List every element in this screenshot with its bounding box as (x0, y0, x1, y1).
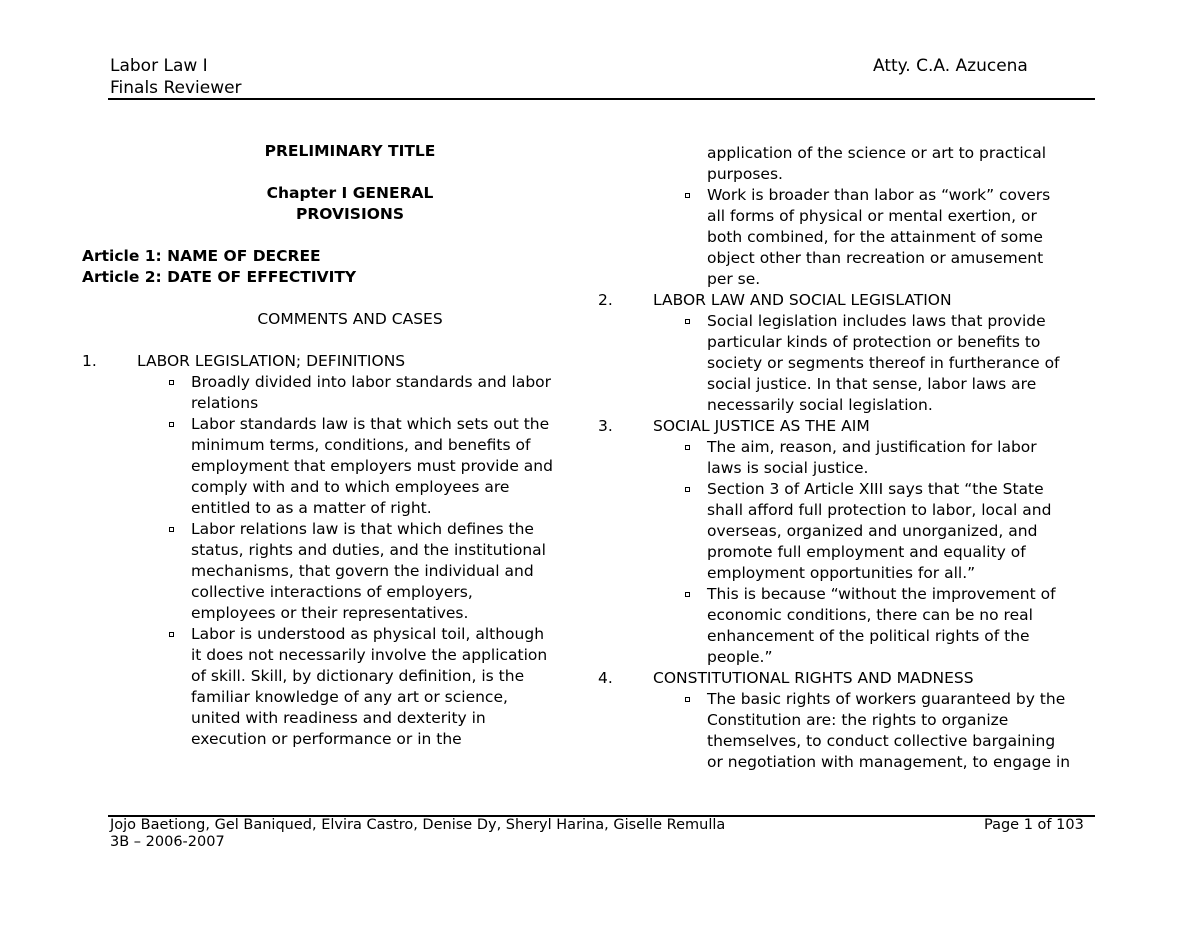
bullet-item (598, 311, 1098, 416)
bullet-line: laws is social justice. (707, 459, 869, 477)
class-line: 3B – 2006-2007 (110, 834, 225, 850)
continuation-text (598, 143, 1098, 185)
section-title: CONSTITUTIONAL RIGHTS AND MADNESS (653, 669, 974, 687)
chapter-heading-line1: Chapter I GENERAL (266, 184, 434, 202)
right-column (598, 143, 1098, 773)
bullet-line: Work is broader than labor as “work” covers (707, 186, 1051, 204)
continuation-line: application of the science or art to practical (707, 144, 1046, 162)
bullet-list (82, 372, 582, 750)
article-1-heading: Article 1: NAME OF DECREE (82, 247, 321, 265)
section-list (598, 290, 1098, 773)
section-title: SOCIAL JUSTICE AS THE AIM (653, 417, 870, 435)
bullet-line: mechanisms, that govern the individual and (191, 562, 534, 580)
bullet-line: Social legislation includes laws that provide (707, 312, 1046, 330)
bullet-item (82, 519, 582, 624)
header-rule (108, 98, 1095, 100)
section-heading (598, 290, 1098, 311)
bullet-line: both combined, for the attainment of some (707, 228, 1043, 246)
left-column (82, 141, 582, 750)
square-bullet-icon (169, 632, 174, 637)
bullet-line: promote full employment and equality of (707, 543, 1026, 561)
square-bullet-icon (685, 193, 690, 198)
square-bullet-icon (685, 319, 690, 324)
bullet-line: united with readiness and dexterity in (191, 709, 486, 727)
bullet-line: all forms of physical or mental exertion, or (707, 207, 1037, 225)
bullet-list (598, 311, 1098, 416)
footer-left (110, 817, 725, 851)
page-number: Page 1 of 103 (984, 817, 1084, 833)
bullet-line: relations (191, 394, 259, 412)
bullet-item (82, 414, 582, 519)
bullet-line: enhancement of the political rights of the (707, 627, 1030, 645)
bullet-item (82, 372, 582, 414)
bullet-line: The basic rights of workers guaranteed by the (707, 690, 1066, 708)
bullet-line: overseas, organized and unorganized, and (707, 522, 1038, 540)
bullet-list (598, 437, 1098, 668)
bullet-line: employees or their representatives. (191, 604, 469, 622)
bullet-line: economic conditions, there can be no real (707, 606, 1033, 624)
course-title: Labor Law I (110, 56, 208, 76)
chapter-heading-line2: PROVISIONS (295, 205, 405, 223)
bullet-line: familiar knowledge of any art or science, (191, 688, 508, 706)
bullet-line: it does not necessarily involve the application (191, 646, 548, 664)
bullet-line: Labor relations law is that which defines the (191, 520, 534, 538)
square-bullet-icon (169, 422, 174, 427)
bullet-line: object other than recreation or amusement (707, 249, 1044, 267)
bullet-line: Section 3 of Article XIII says that “the State (707, 480, 1044, 498)
comments-heading: COMMENTS AND CASES (257, 310, 443, 328)
bullet-line: employment opportunities for all.” (707, 564, 976, 582)
section-heading (598, 416, 1098, 437)
bullet-line: per se. (707, 270, 761, 288)
bullet-item (598, 437, 1098, 479)
bullet-line: Broadly divided into labor standards and labor (191, 373, 552, 391)
bullet-line: society or segments thereof in furtherance of (707, 354, 1060, 372)
bullet-line: necessarily social legislation. (707, 396, 933, 414)
section-number: 2. (598, 291, 613, 309)
bullet-line: comply with and to which employees are (191, 478, 510, 496)
header-left (110, 55, 242, 99)
instructor-name: Atty. C.A. Azucena (873, 56, 1028, 76)
bullet-item (598, 479, 1098, 584)
bullet-line: or negotiation with management, to engage in (707, 753, 1071, 771)
square-bullet-icon (685, 697, 690, 702)
article-2-heading: Article 2: DATE OF EFFECTIVITY (82, 268, 357, 286)
section-heading (598, 668, 1098, 689)
section-title: LABOR LAW AND SOCIAL LEGISLATION (653, 291, 952, 309)
document-subtitle: Finals Reviewer (110, 78, 242, 98)
bullet-line: Constitution are: the rights to organize (707, 711, 1009, 729)
bullet-line: themselves, to conduct collective bargaining (707, 732, 1056, 750)
bullet-line: of skill. Skill, by dictionary definition, is the (191, 667, 525, 685)
bullet-line: social justice. In that sense, labor laws are (707, 375, 1037, 393)
section-number: 1. (82, 352, 97, 370)
bullet-line: Labor standards law is that which sets out the (191, 415, 550, 433)
bullet-line: status, rights and duties, and the institutional (191, 541, 546, 559)
square-bullet-icon (685, 445, 690, 450)
bullet-line: collective interactions of employers, (191, 583, 473, 601)
square-bullet-icon (169, 527, 174, 532)
bullet-item (598, 584, 1098, 668)
preliminary-title: PRELIMINARY TITLE (264, 142, 436, 160)
square-bullet-icon (685, 592, 690, 597)
continuation-line: purposes. (707, 165, 783, 183)
section-number: 3. (598, 417, 613, 435)
bullet-line: The aim, reason, and justification for labor (707, 438, 1037, 456)
bullet-line: Labor is understood as physical toil, although (191, 625, 545, 643)
bullet-line: people.” (707, 648, 773, 666)
bullet-list (598, 689, 1098, 773)
bullet-line: shall afford full protection to labor, local and (707, 501, 1052, 519)
bullet-line: execution or performance or in the (191, 730, 462, 748)
section-title: LABOR LEGISLATION; DEFINITIONS (137, 352, 406, 370)
bullet-item (598, 185, 1098, 290)
bullet-line: minimum terms, conditions, and benefits of (191, 436, 531, 454)
bullet-item (82, 624, 582, 750)
section-heading (82, 351, 582, 372)
bullet-item (598, 689, 1098, 773)
section-number: 4. (598, 669, 613, 687)
bullet-line: This is because “without the improvement of (707, 585, 1056, 603)
square-bullet-icon (685, 487, 690, 492)
bullet-list (598, 185, 1098, 290)
authors-line: Jojo Baetiong, Gel Baniqued, Elvira Castro, Denise Dy, Sheryl Harina, Giselle Remulla (110, 817, 726, 833)
bullet-line: employment that employers must provide and (191, 457, 553, 475)
bullet-line: entitled to as a matter of right. (191, 499, 432, 517)
square-bullet-icon (169, 380, 174, 385)
bullet-line: particular kinds of protection or benefits to (707, 333, 1041, 351)
